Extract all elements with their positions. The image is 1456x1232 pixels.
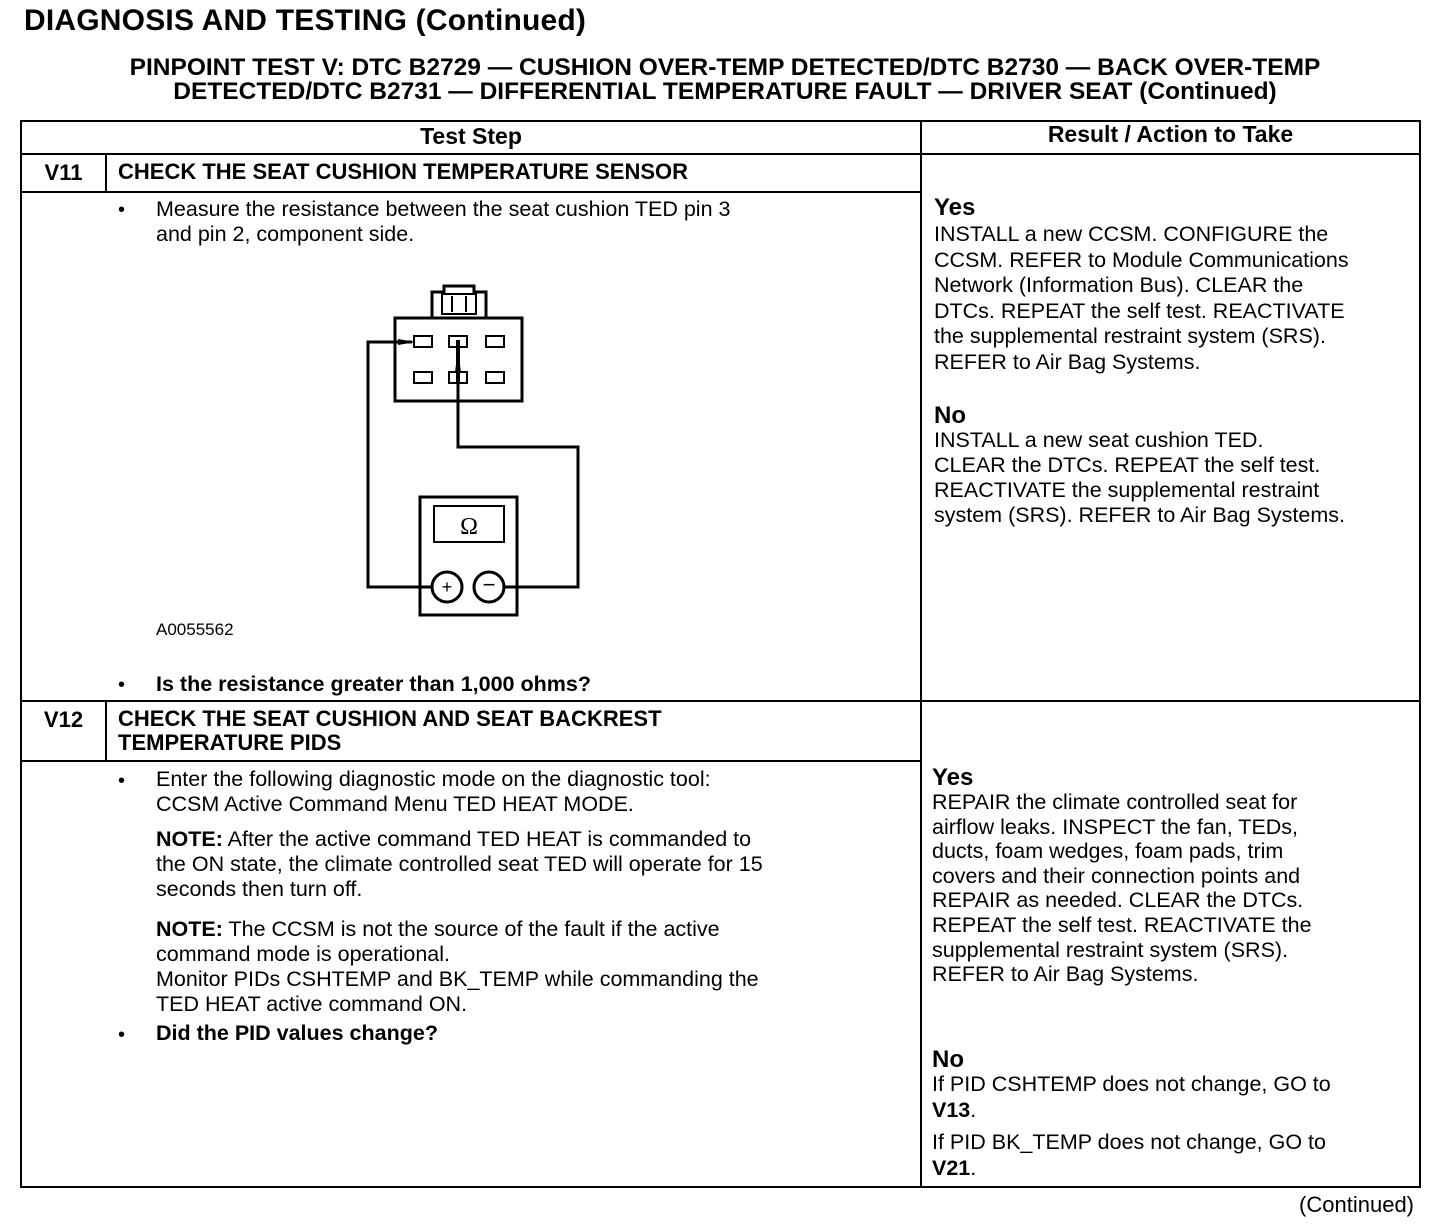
v12-step-line2: CCSM Active Command Menu TED HEAT MODE.	[156, 792, 634, 816]
v11-bullet-1: •	[118, 199, 126, 221]
pinpoint-test-title	[20, 56, 1430, 104]
v12-no-action-2	[932, 1130, 1326, 1181]
v12-monitor-line2: TED HEAT active command ON.	[156, 992, 468, 1016]
v12-bullet-2: •	[118, 1024, 126, 1046]
note-label: NOTE:	[156, 917, 223, 941]
v12-step-id: V12	[43, 707, 84, 732]
header-divider	[20, 153, 1421, 155]
v12-note-1-line1: After the active command TED HEAT is commanded to	[222, 827, 752, 851]
v11-yes-line: Network (Information Bus). CLEAR the	[934, 273, 1304, 297]
v12-no-action-1	[932, 1072, 1331, 1123]
connector-pin-6	[414, 372, 432, 383]
v11-step-title: CHECK THE SEAT CUSHION TEMPERATURE SENSOR	[118, 159, 689, 184]
v11-figure-id: A0055562	[156, 620, 234, 639]
page-title: DIAGNOSIS AND TESTING (Continued)	[24, 4, 587, 37]
v11-no-line: CLEAR the DTCs. REPEAT the self test.	[934, 453, 1321, 477]
v11-title-divider	[20, 191, 922, 193]
v12-note-1-line3: seconds then turn off.	[156, 877, 363, 901]
v12-yes-action	[932, 790, 1312, 987]
resistance-measurement-diagram	[355, 280, 595, 625]
v12-bullet-1: •	[118, 770, 126, 792]
v12-yes-line: REPEAT the self test. REACTIVATE the	[932, 912, 1312, 937]
v11-bullet-2: •	[118, 674, 126, 696]
v12-yes-line: supplemental restraint system (SRS).	[932, 937, 1289, 962]
v12-step-title	[118, 707, 662, 755]
minus-sign-icon: −	[482, 572, 496, 597]
v11-v12-divider	[20, 700, 1421, 702]
v11-yes-line: REFER to Air Bag Systems.	[934, 349, 1201, 374]
v11-step-text	[156, 197, 730, 247]
connector-pin-3	[414, 336, 432, 347]
v12-note-1	[156, 827, 763, 902]
v11-step-id: V11	[44, 160, 83, 185]
v11-yes-line: DTCs. REPEAT the self test. REACTIVATE	[934, 298, 1345, 323]
v12-no-1-line1: If PID CSHTEMP does not change, GO to	[932, 1072, 1331, 1096]
v12-yes-line: REPAIR the climate controlled seat for	[932, 790, 1298, 814]
v11-yes-line: INSTALL a new CCSM. CONFIGURE the	[934, 222, 1329, 246]
v11-question: Is the resistance greater than 1,000 ohms?	[156, 672, 591, 696]
column-divider	[920, 120, 922, 1188]
v12-yes-line: covers and their connection points and	[932, 863, 1301, 888]
v12-id-divider	[105, 700, 107, 762]
pinpoint-test-title-line2: DETECTED/DTC B2731 — DIFFERENTIAL TEMPERATURE FAULT — DRIVER SEAT (Continued)	[173, 78, 1277, 105]
period: .	[970, 1097, 977, 1122]
v11-yes-line: the supplemental restraint system (SRS).	[934, 324, 1326, 348]
period: .	[970, 1155, 977, 1180]
v12-no-2-target: V21	[932, 1155, 971, 1180]
v12-step-title-line2: TEMPERATURE PIDS	[118, 730, 342, 755]
v12-yes-label: Yes	[932, 764, 974, 791]
continued-footer: (Continued)	[1299, 1192, 1414, 1217]
v12-title-divider	[20, 760, 922, 762]
v11-step-line1: Measure the resistance between the seat cushion TED pin 3	[156, 197, 731, 221]
v12-note-2-line2: command mode is operational.	[156, 942, 450, 966]
v11-id-divider	[105, 153, 107, 193]
connector-pin-4	[486, 372, 504, 383]
v11-yes-label: Yes	[934, 194, 976, 221]
v11-no-line: system (SRS). REFER to Air Bag Systems.	[934, 503, 1345, 527]
v12-question: Did the PID values change?	[156, 1021, 438, 1045]
note-label: NOTE:	[156, 827, 223, 851]
v12-no-label: No	[932, 1046, 964, 1073]
positive-test-lead	[368, 342, 432, 587]
v11-step-line2: and pin 2, component side.	[156, 222, 415, 246]
v12-step-title-line1: CHECK THE SEAT CUSHION AND SEAT BACKREST	[118, 706, 662, 731]
v11-no-label: No	[934, 402, 966, 429]
plus-sign-icon: +	[441, 577, 453, 597]
v11-yes-line: CCSM. REFER to Module Communications	[934, 247, 1349, 272]
v12-yes-line: REPAIR as needed. CLEAR the DTCs.	[932, 888, 1304, 913]
v12-note-2-line1: The CCSM is not the source of the fault if the active	[222, 917, 720, 941]
connector-pin-1	[486, 336, 504, 347]
pinpoint-test-title-line1: PINPOINT TEST V: DTC B2729 — CUSHION OVER-TEMP DETECTED/DTC B2730 — BACK OVER-TEMP	[129, 54, 1321, 81]
v11-no-action	[934, 428, 1345, 528]
v12-no-2-line1: If PID BK_TEMP does not change, GO to	[932, 1130, 1326, 1154]
v12-monitor-line1: Monitor PIDs CSHTEMP and BK_TEMP while commanding the	[156, 967, 759, 991]
v11-yes-action	[934, 222, 1349, 375]
v11-no-line: INSTALL a new seat cushion TED.	[934, 428, 1264, 452]
ohm-symbol: Ω	[460, 514, 478, 540]
v11-no-line: REACTIVATE the supplemental restraint	[934, 478, 1320, 502]
header-test-step: Test Step	[420, 123, 522, 149]
connector-latch-window	[442, 294, 476, 314]
header-result: Result / Action to Take	[1047, 121, 1294, 147]
v12-step-line1: Enter the following diagnostic mode on the diagnostic tool:	[156, 767, 711, 791]
v12-yes-line: ducts, foam wedges, foam pads, trim	[932, 839, 1284, 864]
v12-yes-line: airflow leaks. INSPECT the fan, TEDs,	[932, 814, 1299, 839]
v12-note-2	[156, 917, 759, 1017]
v12-note-1-line2: the ON state, the climate controlled seat TED will operate for 15	[156, 852, 763, 876]
v12-step-text	[156, 767, 711, 817]
v12-yes-line: REFER to Air Bag Systems.	[932, 962, 1199, 987]
v12-no-1-target: V13	[932, 1097, 971, 1122]
